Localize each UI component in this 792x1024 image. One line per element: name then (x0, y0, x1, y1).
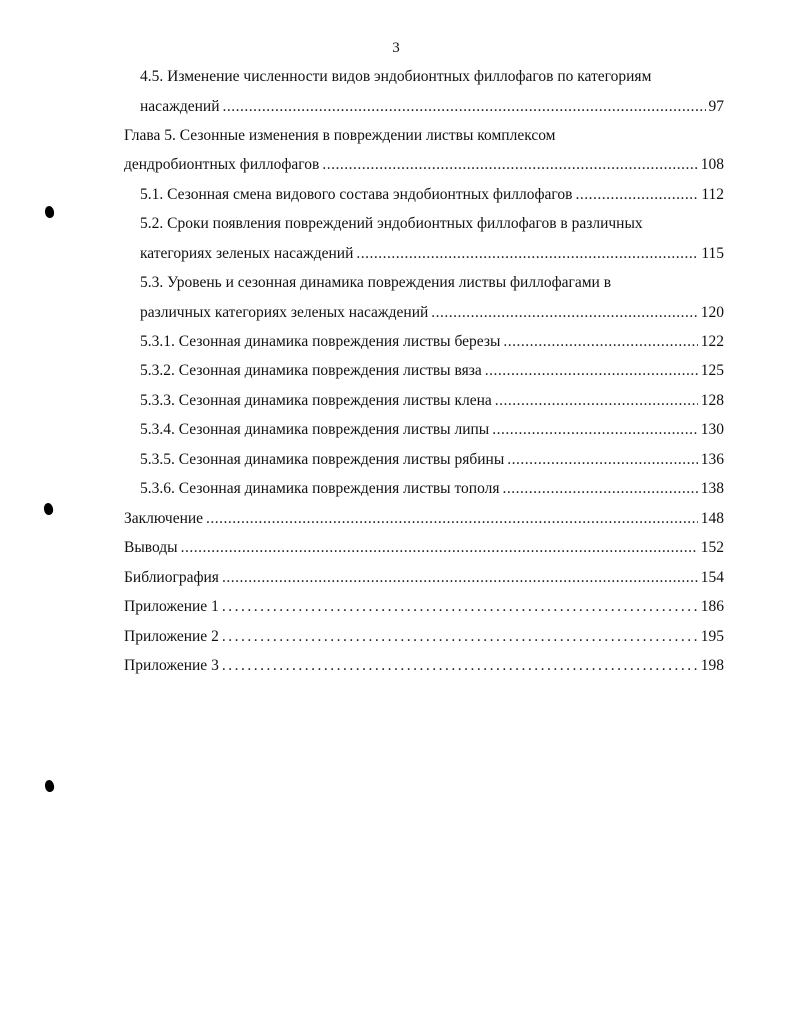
dot-leader (222, 567, 698, 589)
toc-entry-title: 5.3.3. Сезонная динамика повреждения листвы клена (140, 392, 492, 409)
dot-leader (492, 419, 698, 441)
toc-entry-5-3-4[interactable] (140, 419, 724, 441)
toc-page-number: 136 (700, 451, 724, 468)
toc-entry-title: 5.3.5. Сезонная динамика повреждения листвы рябины (140, 451, 505, 468)
toc-entry-title: дендробионтных филлофагов (124, 156, 320, 173)
toc-entry-title: Библиография (124, 569, 219, 586)
toc-page-number: 138 (700, 480, 724, 497)
toc-bibliography[interactable] (124, 567, 724, 589)
toc-entry-5-3-1[interactable] (140, 331, 724, 353)
toc-entry-title: 5.3.2. Сезонная динамика повреждения листвы вяза (140, 362, 482, 379)
dot-leader (507, 449, 698, 471)
dot-leader (222, 626, 698, 648)
toc-page-number: 154 (700, 569, 724, 586)
toc-conclusion[interactable] (124, 508, 724, 530)
toc-entry-5-3-title: 5.3. Уровень и сезонная динамика повреждения листвы филлофагами в (140, 274, 612, 291)
toc-entry-5-2-title: 5.2. Сроки появления повреждений эндобионтных филлофагов в различных (140, 215, 643, 232)
toc-entry-5-3-2[interactable] (140, 360, 724, 382)
toc-chapter-5-title: Глава 5. Сезонные изменения в повреждении листвы комплексом (124, 127, 556, 144)
toc-page-number: 195 (700, 628, 724, 645)
toc-findings[interactable] (124, 537, 724, 559)
dot-leader (222, 655, 698, 677)
punch-hole-mark (43, 502, 54, 515)
toc-page-number: 198 (700, 657, 724, 674)
toc-page-number: 128 (700, 392, 724, 409)
punch-hole-mark (44, 779, 55, 792)
dot-leader (431, 302, 697, 324)
toc-page-number: 186 (700, 598, 724, 615)
page-number: 3 (392, 40, 400, 56)
toc-entry-4-5[interactable] (140, 96, 724, 118)
toc-entry-5-3-5[interactable] (140, 449, 724, 471)
toc-page-number: 148 (700, 510, 724, 527)
dot-leader (181, 537, 698, 559)
toc-entry-title: Выводы (124, 539, 178, 556)
toc-appendix-2[interactable] (124, 626, 724, 648)
toc-entry-title: насаждений (140, 98, 220, 115)
toc-entry-title: Приложение 2 (124, 628, 219, 645)
toc-entry-title: 5.1. Сезонная смена видового состава эндобионтных филлофагов (140, 186, 573, 203)
toc-entry-title: 5.3.4. Сезонная динамика повреждения листвы липы (140, 421, 490, 438)
dot-leader (495, 390, 698, 412)
toc-page-number: 152 (700, 539, 724, 556)
dot-leader (206, 508, 698, 530)
toc-page-number: 130 (700, 421, 724, 438)
punch-hole-mark (44, 205, 55, 218)
toc-entry-5-3-3[interactable] (140, 390, 724, 412)
toc-entry-5-1[interactable] (140, 184, 724, 206)
toc-entry-5-2[interactable] (140, 243, 724, 265)
dot-leader (356, 243, 698, 265)
toc-page-number: 115 (701, 245, 724, 262)
dot-leader (575, 184, 698, 206)
toc-page-number: 120 (700, 304, 724, 321)
toc-entry-title: Приложение 3 (124, 657, 219, 674)
toc-appendix-1[interactable] (124, 596, 724, 618)
toc-page-number: 125 (700, 362, 724, 379)
toc-entry-4-5-title: 4.5. Изменение численности видов эндобионтных филлофагов по категориям (140, 68, 652, 85)
toc-page-number: 97 (708, 98, 724, 115)
toc-page-number: 112 (701, 186, 724, 203)
dot-leader (222, 596, 698, 618)
toc-entry-title: категориях зеленых насаждений (140, 245, 354, 262)
toc-entry-5-3-6[interactable] (140, 478, 724, 500)
toc-entry-5-3[interactable] (140, 302, 724, 324)
toc-entry-title: 5.3.1. Сезонная динамика повреждения листвы березы (140, 333, 501, 350)
toc-appendix-3[interactable] (124, 655, 724, 677)
dot-leader (485, 360, 698, 382)
toc-entry-title: Заключение (124, 510, 204, 527)
toc-entry-title: Приложение 1 (124, 598, 219, 615)
toc-entry-title: 5.3.6. Сезонная динамика повреждения листвы тополя (140, 480, 500, 497)
toc-page-number: 122 (700, 333, 724, 350)
dot-leader (503, 478, 698, 500)
toc-chapter-5[interactable] (124, 154, 724, 176)
dot-leader (322, 154, 697, 176)
dot-leader (503, 331, 697, 353)
toc-entry-title: различных категориях зеленых насаждений (140, 304, 429, 321)
toc-page-number: 108 (700, 156, 724, 173)
dot-leader (222, 96, 705, 118)
